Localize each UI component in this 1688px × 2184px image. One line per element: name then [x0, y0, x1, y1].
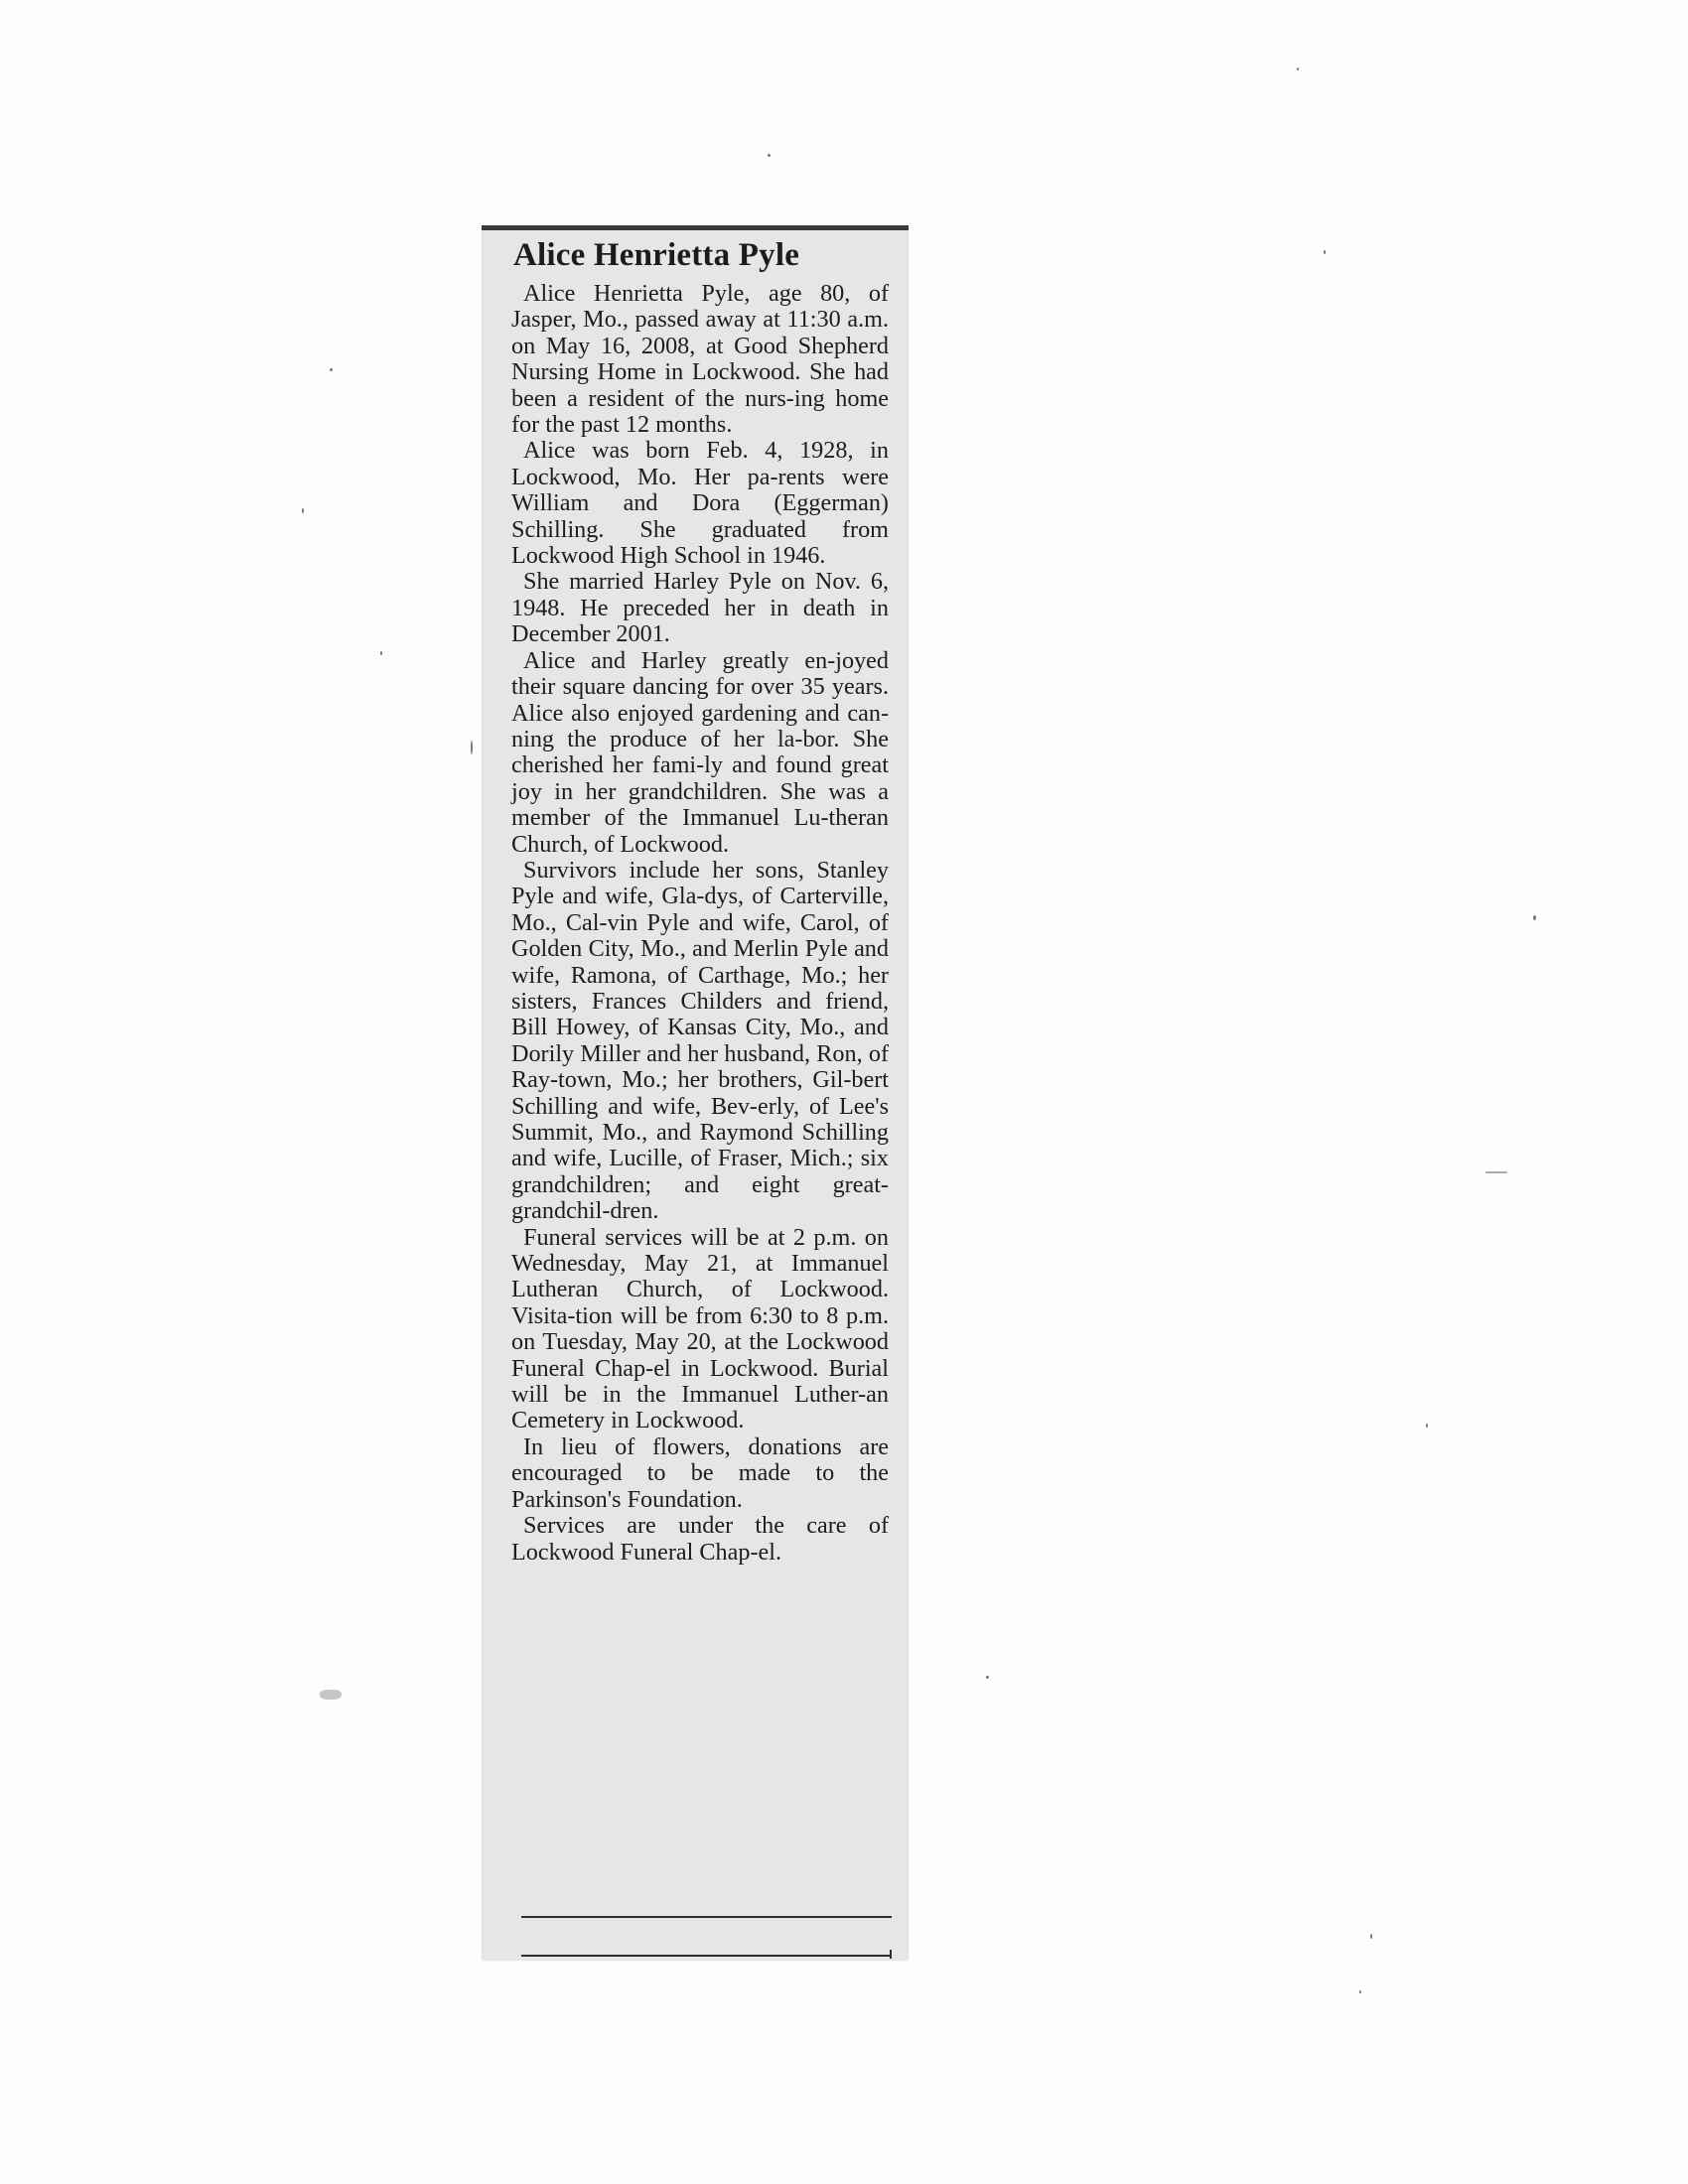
next-article-rule-tick — [890, 1950, 892, 1959]
scan-speck — [1485, 1171, 1507, 1173]
scan-speck — [1370, 1934, 1372, 1939]
newspaper-clipping — [482, 225, 909, 1961]
next-article-rule — [521, 1955, 892, 1957]
paragraph-marriage: She married Harley Pyle on Nov. 6, 1948. He preceded her in death in December 2001. — [511, 568, 889, 648]
paragraph-survivors: Survivors include her sons, Stanley Pyle and wife, Gla-dys, of Carterville, Mo., Cal-vin Pyle and wife, Carol, of Golden City, Mo., and Merlin Pyle and wife, Ramona, of Carthage, Mo.; her sisters, Frances Childers and friend, Bill Howey, of Kansas City, Mo., and Dorily Miller and her husband, Ron, of Ray-town, Mo.; her brothers, Gil-bert Schilling and wife, Bev-erly, of Lee's Summit, Mo., and Raymond Schilling and wife, Lucille, of Fraser, Mich.; six grandchildren; and eight great-grandchil-dren. — [511, 856, 889, 1225]
paragraph-donations: In lieu of flowers, donations are encouraged to be made to the Parkinson's Foundation. — [511, 1433, 889, 1513]
top-rule — [482, 225, 909, 230]
scan-speck — [302, 508, 304, 513]
paragraph-death-notice: Alice Henrietta Pyle, age 80, of Jasper, Mo., passed away at 11:30 a.m. on May 16, 2008, at Good Shepherd Nursing Home in Lockwood. She had been a resident of the nurs-ing home for the past 12 months. — [511, 280, 889, 439]
paragraph-care: Services are under the care of Lockwood Funeral Chap-el. — [511, 1512, 889, 1566]
scan-speck — [320, 1690, 342, 1700]
paragraph-interests: Alice and Harley greatly en-joyed their square dancing for over 35 years. Alice also enjoyed gardening and can-ning the produce of her la-bor. She cherished her fami-ly and found great joy in her grandchildren. She was a member of the Immanuel Lu-theran Church, of Lockwood. — [511, 646, 889, 858]
scan-speck — [1324, 250, 1326, 254]
scan-speck — [1297, 68, 1299, 70]
scan-speck — [471, 741, 473, 754]
bottom-rule — [521, 1916, 892, 1918]
scan-speck — [986, 1676, 989, 1679]
scan-speck — [768, 154, 771, 157]
obituary-body — [511, 281, 889, 1566]
scan-speck — [330, 368, 333, 371]
obituary-headline: Alice Henrietta Pyle — [513, 237, 800, 273]
scan-speck — [1359, 1990, 1361, 1993]
scan-speck — [1426, 1424, 1428, 1428]
paragraph-birth: Alice was born Feb. 4, 1928, in Lockwood, Mo. Her pa-rents were William and Dora (Eggerman) Schilling. She graduated from Lockwood High School in 1946. — [511, 437, 889, 570]
paragraph-services: Funeral services will be at 2 p.m. on Wednesday, May 21, at Immanuel Lutheran Church, of Lockwood. Visita-tion will be from 6:30 to 8 p.m. on Tuesday, May 20, at the Lockwood Funeral Chap-el in Lockwood. Burial will be in the Immanuel Luther-an Cemetery in Lockwood. — [511, 1223, 889, 1434]
scan-speck — [1533, 915, 1536, 920]
scan-speck — [380, 651, 382, 655]
